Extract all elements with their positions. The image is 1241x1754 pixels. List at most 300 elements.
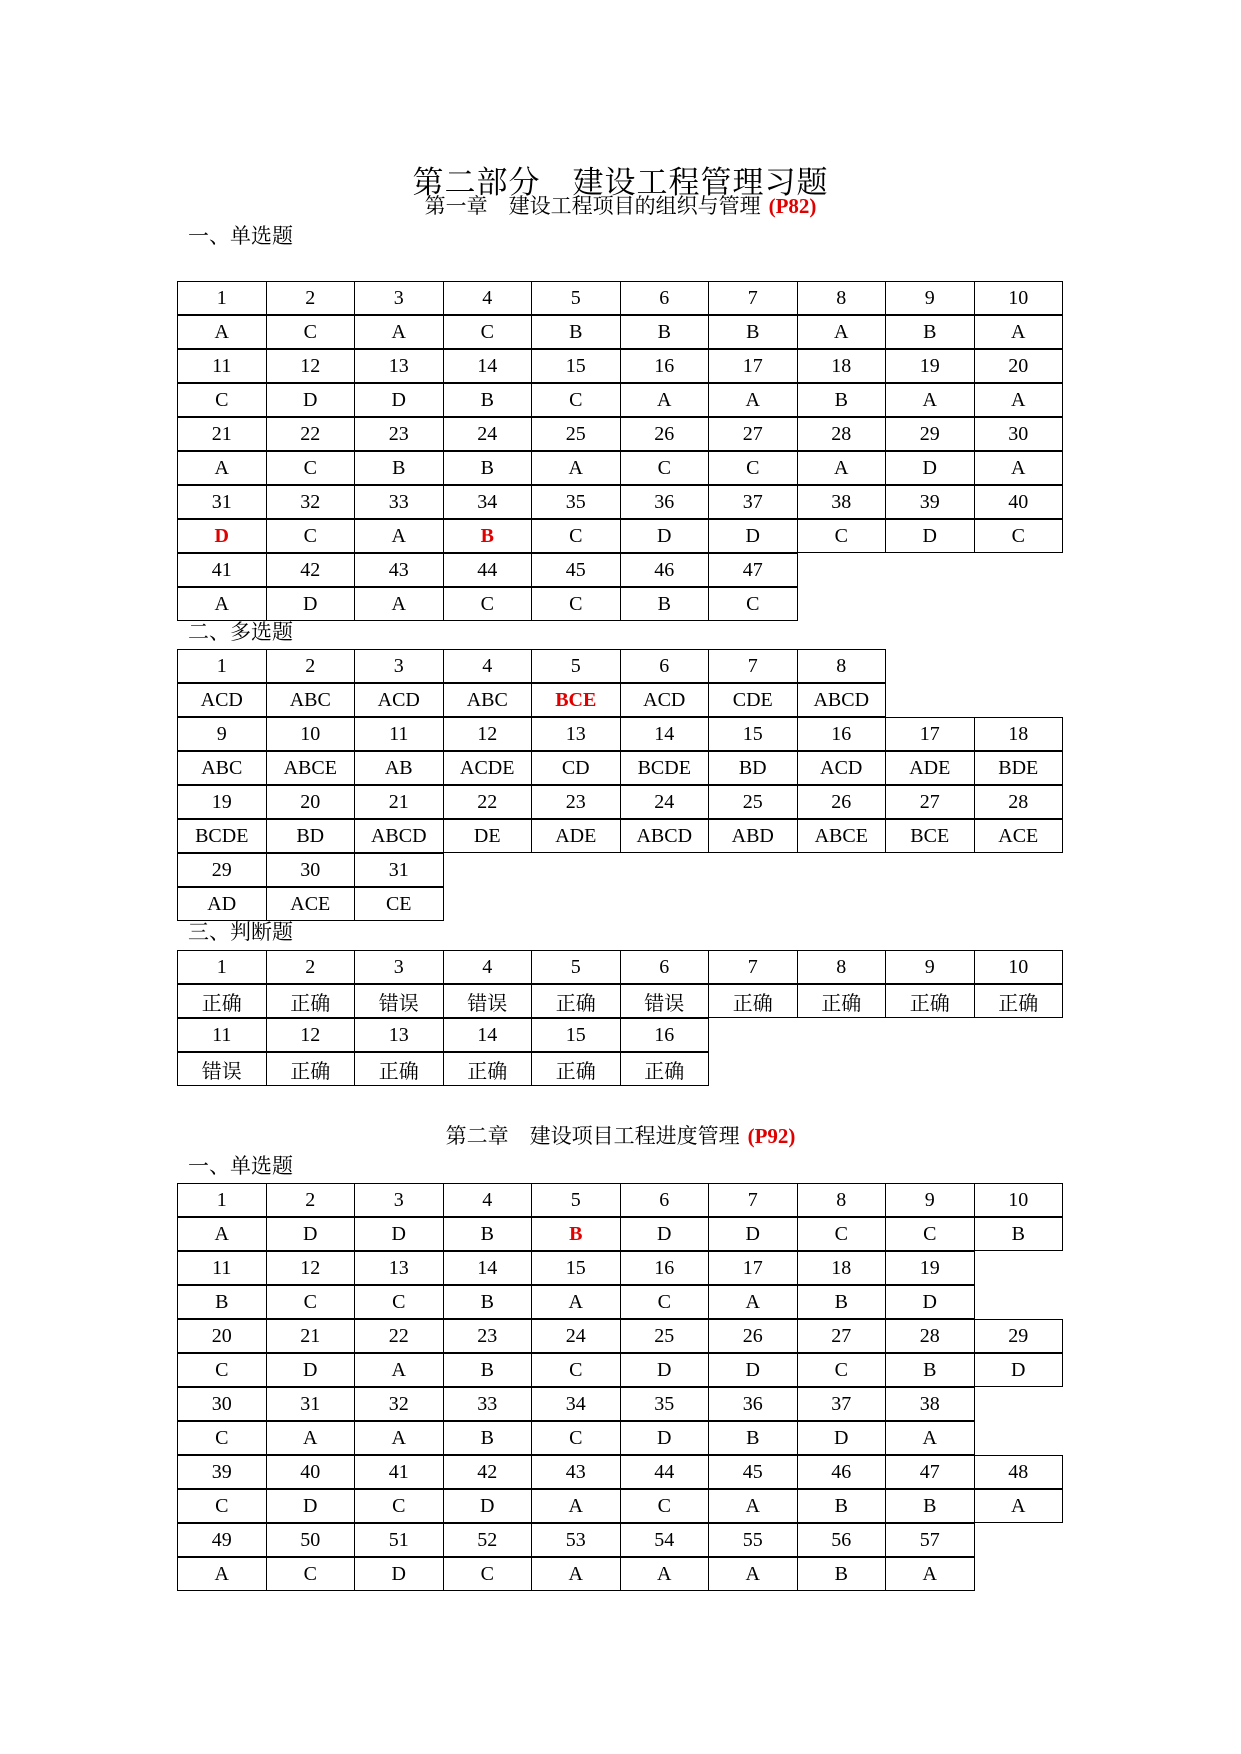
question-number-cell: 7	[708, 950, 798, 984]
question-number-cell: 52	[443, 1523, 533, 1557]
answer-cell: C	[531, 519, 621, 553]
answer-cell: ADE	[885, 751, 975, 785]
answer-cell: B	[885, 1353, 975, 1387]
answer-row	[177, 887, 1062, 921]
question-number-cell: 26	[708, 1319, 798, 1353]
question-number-cell: 35	[531, 485, 621, 519]
question-number-cell: 10	[974, 950, 1064, 984]
question-number-cell: 18	[797, 1251, 887, 1285]
question-number-cell: 29	[974, 1319, 1064, 1353]
answer-cell: BCE	[885, 819, 975, 853]
question-number-row	[177, 1387, 1062, 1421]
question-number-cell: 34	[443, 485, 533, 519]
question-number-cell: 32	[266, 485, 356, 519]
ch1-multi-choice-table	[177, 649, 1062, 921]
question-number-cell: 41	[354, 1455, 444, 1489]
question-number-row	[177, 1018, 1062, 1052]
question-number-cell: 14	[443, 1251, 533, 1285]
question-number-cell: 26	[797, 785, 887, 819]
answer-cell: B	[797, 1285, 887, 1319]
question-number-cell: 10	[974, 281, 1064, 315]
chapter-1-title: 第一章 建设工程项目的组织与管理	[424, 194, 761, 218]
answer-cell: 错误	[620, 984, 710, 1018]
answer-cell: A	[177, 587, 267, 621]
question-number-cell: 15	[531, 1018, 621, 1052]
answer-cell: C	[177, 1489, 267, 1523]
question-number-cell: 20	[177, 1319, 267, 1353]
answer-cell: 正确	[797, 984, 887, 1018]
chapter-2-heading	[0, 1122, 1241, 1150]
answer-cell: D	[708, 1353, 798, 1387]
answer-cell: C	[443, 1557, 533, 1591]
answer-cell: A	[974, 383, 1064, 417]
question-number-cell: 31	[354, 853, 444, 887]
question-number-cell: 9	[885, 281, 975, 315]
question-number-cell: 16	[620, 1251, 710, 1285]
question-number-cell: 23	[443, 1319, 533, 1353]
question-number-cell: 13	[354, 1251, 444, 1285]
answer-cell: A	[708, 1285, 798, 1319]
answer-row	[177, 315, 1062, 349]
question-number-cell: 5	[531, 649, 621, 683]
question-number-cell: 39	[177, 1455, 267, 1489]
answer-cell: B	[620, 315, 710, 349]
question-number-cell: 3	[354, 950, 444, 984]
question-number-cell: 28	[885, 1319, 975, 1353]
question-number-cell: 25	[620, 1319, 710, 1353]
answer-cell: A	[177, 451, 267, 485]
question-number-cell: 51	[354, 1523, 444, 1557]
ch1-true-false-label: 三、判断题	[188, 920, 293, 944]
answer-cell: D	[443, 1489, 533, 1523]
question-number-cell: 46	[620, 553, 710, 587]
question-number-cell: 8	[797, 649, 887, 683]
answer-row	[177, 1052, 1062, 1086]
question-number-cell: 12	[266, 1251, 356, 1285]
question-number-cell: 23	[354, 417, 444, 451]
page-title: 第二部分 建设工程管理习题	[412, 165, 829, 200]
answer-cell: A	[266, 1421, 356, 1455]
answer-cell: ABC	[443, 683, 533, 717]
answer-cell: D	[797, 1421, 887, 1455]
answer-cell: D	[354, 383, 444, 417]
question-number-cell: 16	[620, 349, 710, 383]
question-number-cell: 4	[443, 281, 533, 315]
answer-cell: C	[177, 1421, 267, 1455]
answer-cell: C	[354, 1489, 444, 1523]
answer-cell: ABCD	[354, 819, 444, 853]
answer-cell: C	[531, 587, 621, 621]
answer-row	[177, 1353, 1062, 1387]
question-number-cell: 3	[354, 281, 444, 315]
answer-cell: DE	[443, 819, 533, 853]
question-number-row	[177, 853, 1062, 887]
answer-cell: 正确	[974, 984, 1064, 1018]
question-number-cell: 8	[797, 281, 887, 315]
answer-cell: B	[443, 451, 533, 485]
question-number-cell: 11	[354, 717, 444, 751]
answer-cell: C	[797, 1217, 887, 1251]
answer-cell: 正确	[266, 1052, 356, 1086]
answer-cell: BD	[266, 819, 356, 853]
answer-cell: A	[797, 451, 887, 485]
question-number-cell: 4	[443, 1183, 533, 1217]
question-number-row	[177, 1455, 1062, 1489]
question-number-cell: 45	[708, 1455, 798, 1489]
question-number-cell: 36	[708, 1387, 798, 1421]
answer-cell: A	[354, 1421, 444, 1455]
answer-cell: B	[354, 451, 444, 485]
question-number-cell: 44	[443, 553, 533, 587]
answer-row	[177, 984, 1062, 1018]
answer-cell: C	[708, 451, 798, 485]
question-number-cell: 5	[531, 1183, 621, 1217]
question-number-cell: 33	[354, 485, 444, 519]
answer-row	[177, 819, 1062, 853]
question-number-cell: 43	[354, 553, 444, 587]
question-number-cell: 19	[177, 785, 267, 819]
answer-cell: ABCD	[620, 819, 710, 853]
question-number-cell: 35	[620, 1387, 710, 1421]
answer-cell: 错误	[177, 1052, 267, 1086]
answer-cell: C	[266, 1557, 356, 1591]
question-number-cell: 21	[354, 785, 444, 819]
answer-cell: D	[620, 1217, 710, 1251]
answer-cell: D	[620, 519, 710, 553]
answer-cell: D	[266, 383, 356, 417]
question-number-cell: 2	[266, 649, 356, 683]
ch2-single-choice-label: 一、单选题	[188, 1154, 293, 1178]
question-number-cell: 18	[974, 717, 1064, 751]
ch1-multi-choice-label: 二、多选题	[188, 620, 293, 644]
question-number-row	[177, 1251, 1062, 1285]
answer-cell: 正确	[531, 1052, 621, 1086]
question-number-cell: 12	[266, 1018, 356, 1052]
question-number-cell: 20	[974, 349, 1064, 383]
answer-cell: A	[974, 315, 1064, 349]
answer-row	[177, 451, 1062, 485]
ch1-single-choice-table	[177, 281, 1062, 621]
ch2-single-choice-table	[177, 1183, 1062, 1591]
question-number-cell: 2	[266, 281, 356, 315]
question-number-row	[177, 553, 1062, 587]
answer-cell: C	[266, 451, 356, 485]
answer-cell: 正确	[266, 984, 356, 1018]
answer-cell: ACD	[354, 683, 444, 717]
answer-cell: C	[974, 519, 1064, 553]
question-number-cell: 14	[443, 1018, 533, 1052]
question-number-cell: 30	[974, 417, 1064, 451]
answer-cell: D	[708, 1217, 798, 1251]
question-number-cell: 37	[797, 1387, 887, 1421]
question-number-cell: 40	[974, 485, 1064, 519]
question-number-cell: 23	[531, 785, 621, 819]
question-number-cell: 26	[620, 417, 710, 451]
question-number-cell: 7	[708, 1183, 798, 1217]
question-number-cell: 21	[177, 417, 267, 451]
question-number-cell: 12	[443, 717, 533, 751]
ch1-single-choice-label: 一、单选题	[188, 224, 293, 248]
answer-cell: C	[266, 519, 356, 553]
question-number-cell: 40	[266, 1455, 356, 1489]
question-number-cell: 2	[266, 950, 356, 984]
question-number-row	[177, 649, 1062, 683]
answer-cell: ABD	[708, 819, 798, 853]
question-number-cell: 1	[177, 1183, 267, 1217]
answer-cell: C	[620, 1489, 710, 1523]
answer-cell: C	[708, 587, 798, 621]
question-number-cell: 33	[443, 1387, 533, 1421]
answer-cell: B	[443, 1353, 533, 1387]
answer-cell: ACE	[266, 887, 356, 921]
answer-row	[177, 1489, 1062, 1523]
question-number-cell: 44	[620, 1455, 710, 1489]
answer-cell: D	[885, 519, 975, 553]
answer-cell: ACDE	[443, 751, 533, 785]
question-number-cell: 18	[797, 349, 887, 383]
answer-cell: B	[708, 1421, 798, 1455]
question-number-cell: 47	[708, 553, 798, 587]
answer-cell: A	[354, 519, 444, 553]
answer-cell: D	[620, 1421, 710, 1455]
answer-cell: B	[797, 1557, 887, 1591]
question-number-cell: 6	[620, 1183, 710, 1217]
question-number-cell: 6	[620, 950, 710, 984]
answer-cell: B	[443, 1285, 533, 1319]
answer-row	[177, 587, 1062, 621]
question-number-cell: 17	[708, 1251, 798, 1285]
answer-cell: A	[354, 315, 444, 349]
question-number-cell: 1	[177, 649, 267, 683]
answer-cell: A	[354, 587, 444, 621]
answer-cell: ACD	[620, 683, 710, 717]
answer-cell: ABCD	[797, 683, 887, 717]
answer-cell: 错误	[354, 984, 444, 1018]
question-number-cell: 57	[885, 1523, 975, 1557]
question-number-cell: 17	[708, 349, 798, 383]
question-number-cell: 5	[531, 950, 621, 984]
answer-cell: C	[177, 383, 267, 417]
answer-cell: C	[797, 1353, 887, 1387]
question-number-row	[177, 785, 1062, 819]
question-number-cell: 42	[443, 1455, 533, 1489]
answer-cell: CDE	[708, 683, 798, 717]
question-number-cell: 38	[885, 1387, 975, 1421]
question-number-cell: 5	[531, 281, 621, 315]
answer-cell: C	[797, 519, 887, 553]
answer-cell: BCDE	[620, 751, 710, 785]
answer-cell: ACD	[797, 751, 887, 785]
answer-cell: 正确	[177, 984, 267, 1018]
answer-row	[177, 1557, 1062, 1591]
question-number-cell: 14	[620, 717, 710, 751]
answer-cell: AB	[354, 751, 444, 785]
question-number-cell: 6	[620, 281, 710, 315]
question-number-cell: 39	[885, 485, 975, 519]
answer-cell: B	[531, 315, 621, 349]
question-number-cell: 9	[177, 717, 267, 751]
answer-cell: 正确	[620, 1052, 710, 1086]
question-number-cell: 41	[177, 553, 267, 587]
question-number-cell: 30	[177, 1387, 267, 1421]
question-number-cell: 9	[885, 1183, 975, 1217]
question-number-cell: 50	[266, 1523, 356, 1557]
answer-cell: ACE	[974, 819, 1064, 853]
answer-cell: C	[620, 451, 710, 485]
answer-cell: B	[708, 315, 798, 349]
answer-cell: C	[620, 1285, 710, 1319]
question-number-cell: 15	[708, 717, 798, 751]
question-number-cell: 42	[266, 553, 356, 587]
question-number-cell: 22	[354, 1319, 444, 1353]
answer-cell: B	[443, 519, 533, 553]
question-number-cell: 16	[620, 1018, 710, 1052]
answer-cell: C	[531, 383, 621, 417]
question-number-cell: 29	[177, 853, 267, 887]
answer-row	[177, 683, 1062, 717]
question-number-cell: 3	[354, 1183, 444, 1217]
question-number-cell: 30	[266, 853, 356, 887]
question-number-row	[177, 417, 1062, 451]
answer-row	[177, 383, 1062, 417]
answer-cell: A	[708, 1489, 798, 1523]
answer-cell: ABCE	[266, 751, 356, 785]
answer-cell: A	[620, 1557, 710, 1591]
question-number-row	[177, 281, 1062, 315]
answer-cell: C	[885, 1217, 975, 1251]
question-number-row	[177, 485, 1062, 519]
answer-cell: D	[266, 587, 356, 621]
answer-cell: A	[885, 1421, 975, 1455]
answer-cell: B	[443, 1421, 533, 1455]
answer-cell: A	[708, 383, 798, 417]
answer-cell: ABC	[266, 683, 356, 717]
answer-cell: A	[177, 315, 267, 349]
question-number-row	[177, 1523, 1062, 1557]
answer-cell: D	[177, 519, 267, 553]
answer-cell: BCDE	[177, 819, 267, 853]
question-number-cell: 28	[797, 417, 887, 451]
question-number-cell: 4	[443, 649, 533, 683]
question-number-cell: 32	[354, 1387, 444, 1421]
question-number-cell: 17	[885, 717, 975, 751]
question-number-row	[177, 717, 1062, 751]
answer-cell: C	[266, 315, 356, 349]
answer-cell: B	[885, 315, 975, 349]
question-number-cell: 27	[797, 1319, 887, 1353]
question-number-cell: 19	[885, 1251, 975, 1285]
question-number-cell: 28	[974, 785, 1064, 819]
question-number-cell: 54	[620, 1523, 710, 1557]
answer-cell: A	[797, 315, 887, 349]
question-number-cell: 53	[531, 1523, 621, 1557]
answer-cell: 正确	[531, 984, 621, 1018]
question-number-cell: 27	[885, 785, 975, 819]
question-number-cell: 1	[177, 281, 267, 315]
question-number-cell: 29	[885, 417, 975, 451]
question-number-cell: 38	[797, 485, 887, 519]
question-number-cell: 12	[266, 349, 356, 383]
chapter-1-heading	[0, 192, 1241, 220]
answer-cell: C	[531, 1421, 621, 1455]
question-number-cell: 49	[177, 1523, 267, 1557]
answer-cell: D	[266, 1489, 356, 1523]
answer-cell: A	[708, 1557, 798, 1591]
question-number-row	[177, 1319, 1062, 1353]
question-number-cell: 13	[354, 1018, 444, 1052]
answer-cell: B	[443, 1217, 533, 1251]
question-number-cell: 11	[177, 349, 267, 383]
answer-cell: 正确	[708, 984, 798, 1018]
question-number-cell: 13	[354, 349, 444, 383]
answer-cell: C	[443, 315, 533, 349]
answer-cell: C	[177, 1353, 267, 1387]
question-number-cell: 24	[620, 785, 710, 819]
question-number-cell: 56	[797, 1523, 887, 1557]
question-number-cell: 45	[531, 553, 621, 587]
answer-row	[177, 1421, 1062, 1455]
answer-cell: A	[177, 1557, 267, 1591]
answer-cell: D	[885, 1285, 975, 1319]
answer-cell: ACD	[177, 683, 267, 717]
question-number-cell: 3	[354, 649, 444, 683]
answer-cell: B	[443, 383, 533, 417]
question-number-cell: 47	[885, 1455, 975, 1489]
answer-cell: A	[531, 1489, 621, 1523]
question-number-cell: 13	[531, 717, 621, 751]
answer-cell: B	[177, 1285, 267, 1319]
question-number-cell: 10	[266, 717, 356, 751]
answer-cell: ADE	[531, 819, 621, 853]
answer-cell: C	[266, 1285, 356, 1319]
answer-cell: D	[354, 1217, 444, 1251]
answer-cell: C	[354, 1285, 444, 1319]
question-number-cell: 9	[885, 950, 975, 984]
answer-cell: A	[974, 451, 1064, 485]
question-number-cell: 1	[177, 950, 267, 984]
answer-row	[177, 1285, 1062, 1319]
question-number-cell: 22	[443, 785, 533, 819]
question-number-cell: 55	[708, 1523, 798, 1557]
answer-cell: ABC	[177, 751, 267, 785]
answer-cell: A	[354, 1353, 444, 1387]
question-number-row	[177, 950, 1062, 984]
chapter-1-page-ref: (P82)	[768, 194, 817, 218]
question-number-cell: 46	[797, 1455, 887, 1489]
question-number-cell: 31	[266, 1387, 356, 1421]
question-number-cell: 8	[797, 1183, 887, 1217]
question-number-cell: 2	[266, 1183, 356, 1217]
question-number-cell: 11	[177, 1251, 267, 1285]
question-number-cell: 36	[620, 485, 710, 519]
answer-cell: 正确	[885, 984, 975, 1018]
answer-cell: D	[354, 1557, 444, 1591]
question-number-cell: 7	[708, 649, 798, 683]
answer-cell: B	[974, 1217, 1064, 1251]
question-number-cell: 24	[443, 417, 533, 451]
answer-cell: CE	[354, 887, 444, 921]
question-number-cell: 24	[531, 1319, 621, 1353]
question-number-cell: 15	[531, 1251, 621, 1285]
question-number-cell: 10	[974, 1183, 1064, 1217]
question-number-cell: 20	[266, 785, 356, 819]
question-number-cell: 4	[443, 950, 533, 984]
question-number-cell: 11	[177, 1018, 267, 1052]
question-number-cell: 21	[266, 1319, 356, 1353]
answer-cell: A	[177, 1217, 267, 1251]
answer-cell: B	[531, 1217, 621, 1251]
answer-cell: A	[531, 1557, 621, 1591]
